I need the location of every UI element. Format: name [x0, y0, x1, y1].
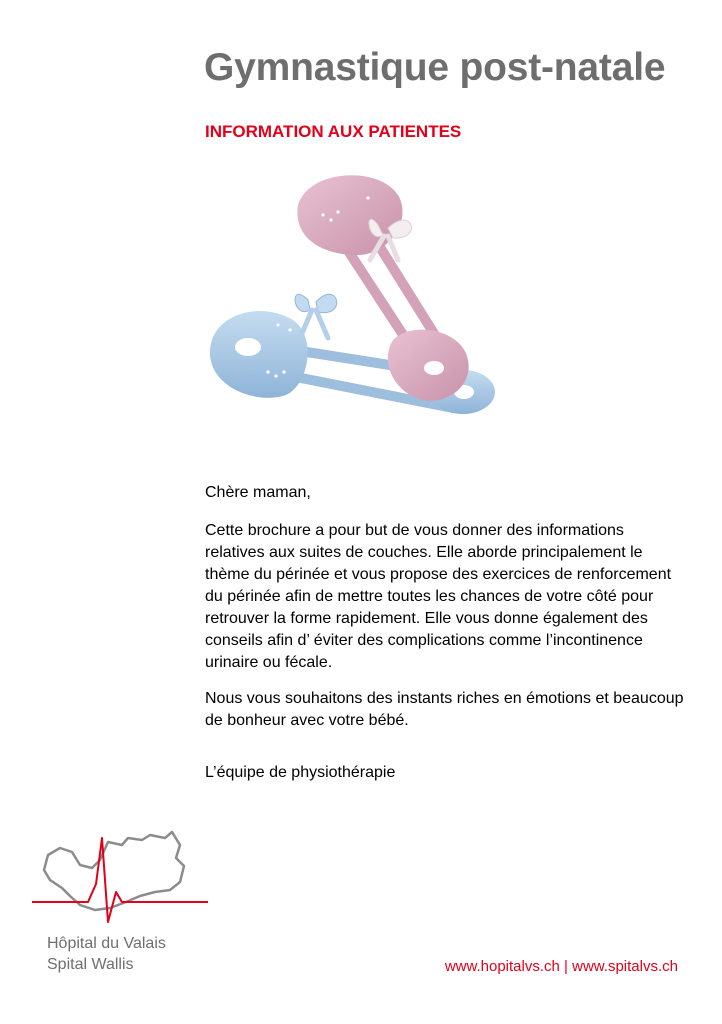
link-separator: | — [564, 958, 568, 975]
footer-links — [445, 958, 678, 975]
website-link-fr[interactable]: www.hopitalvs.ch — [444, 958, 560, 975]
signature: L’équipe de physiothérapie — [205, 764, 396, 781]
blue-bow — [295, 294, 337, 338]
institution-name — [47, 933, 166, 975]
greeting: Chère maman, — [205, 484, 311, 501]
institution-name-de: Spital Wallis — [47, 956, 134, 973]
hopital-du-valais-logo — [30, 830, 210, 925]
page-title: Gymnastique post-natale — [204, 46, 666, 89]
page-subtitle: INFORMATION AUX PATIENTES — [205, 122, 462, 141]
website-link-de[interactable]: www.spitalvs.ch — [572, 958, 678, 975]
paragraph-intro: Cette brochure a pour but de vous donner des informations relatives aux suites de couches. Elle aborde principalement le thème du périnée et vous propose des exercices de renforcement du périnée afin de mettre toutes les chances de votre côté pour retrouver la forme rapidement. Elle vous donne également des conseils afin d’ éviter des complications comme l’incontinence urinaire ou fécale. — [205, 522, 672, 671]
paragraph-wishes: Nous vous souhaitons des instants riches en émotions et beaucoup de bonheur avec votre bébé. — [205, 690, 684, 729]
safety-pins-image — [198, 160, 518, 430]
institution-name-fr: Hôpital du Valais — [47, 935, 166, 952]
letter-body — [205, 482, 685, 798]
